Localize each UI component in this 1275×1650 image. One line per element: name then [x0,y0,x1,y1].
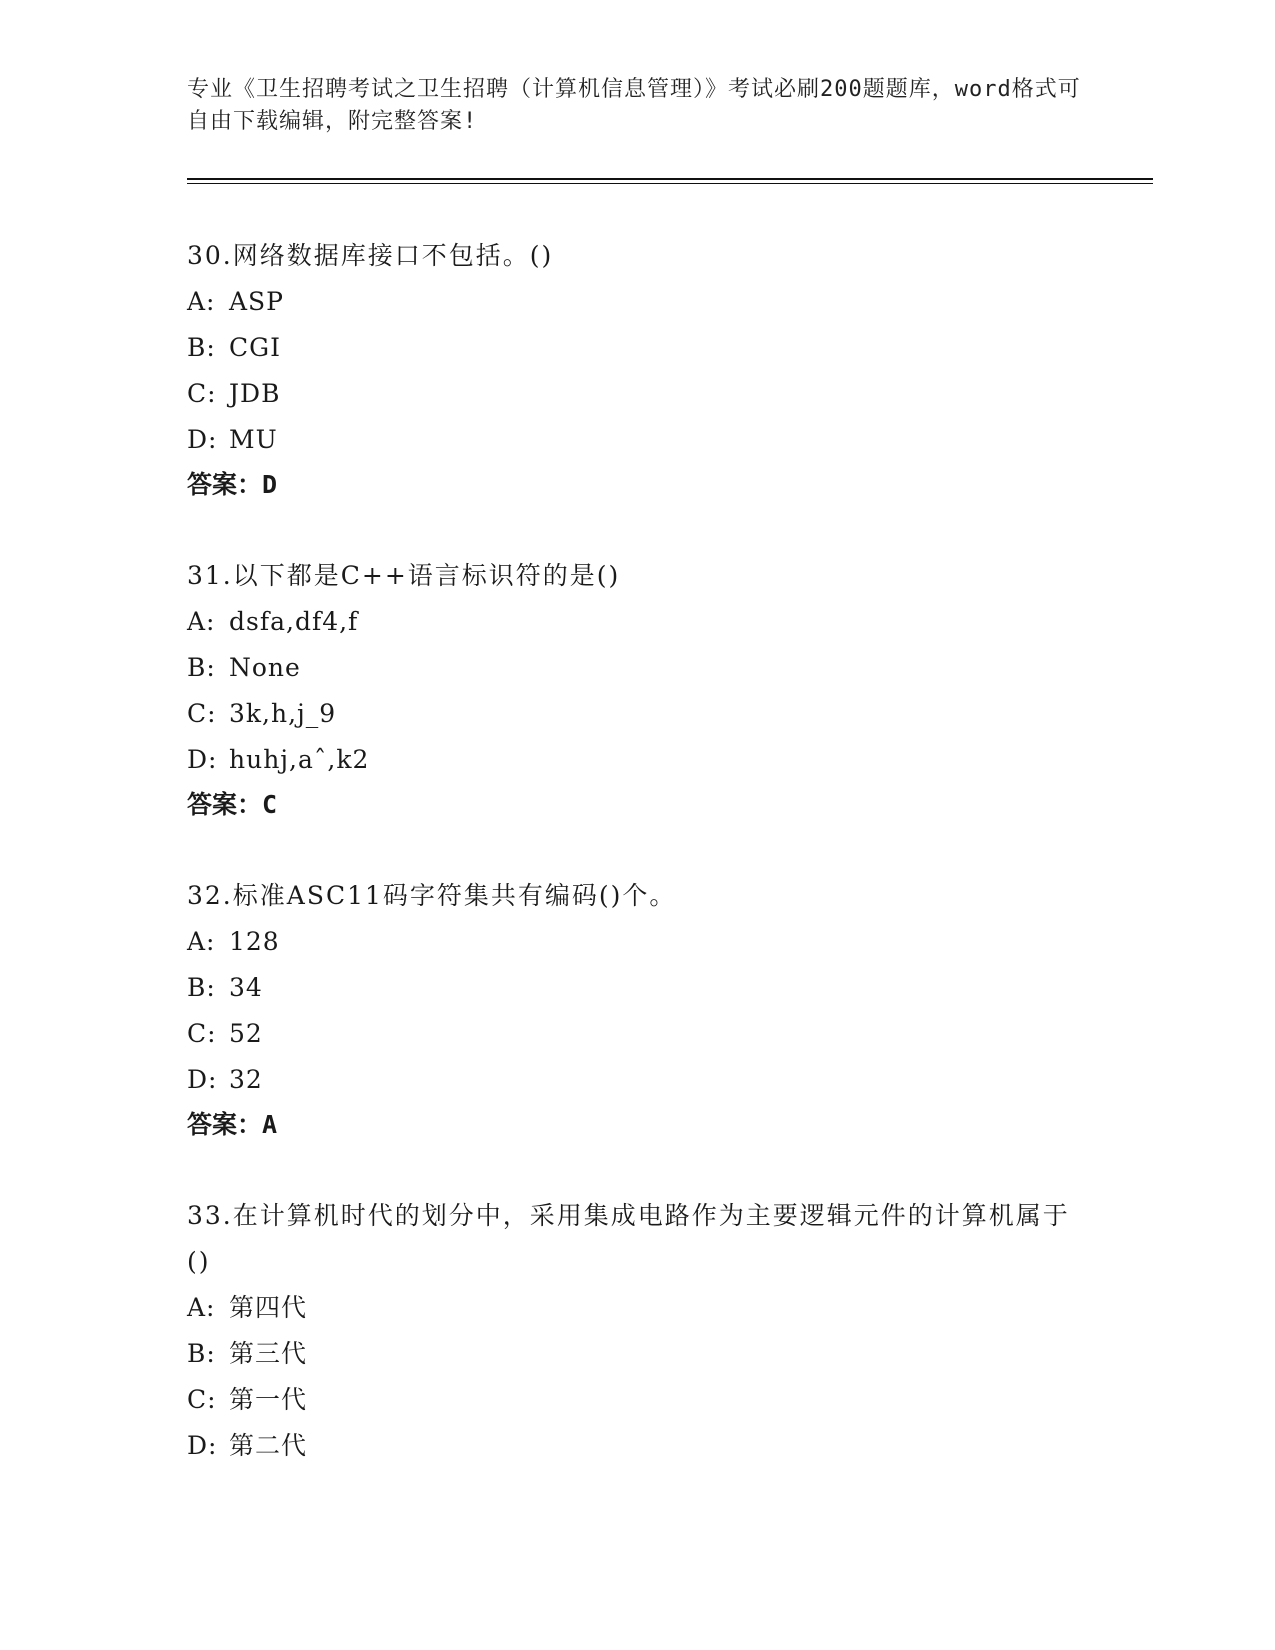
option-key: A: [187,287,216,316]
option-text: 34 [229,973,263,1002]
option-b [187,645,1087,691]
option-d [187,1423,1087,1469]
question-31 [187,553,1087,827]
option-a [187,279,1087,325]
option-text: 128 [229,927,280,956]
option-a [187,919,1087,965]
option-c [187,691,1087,737]
answer-line: 答案：D [187,470,278,499]
option-d [187,737,1087,783]
option-text: dsfa,df4,f [229,607,359,636]
option-key: B: [187,653,216,682]
option-a [187,599,1087,645]
option-key: D: [187,1431,218,1460]
option-key: B: [187,333,216,362]
option-key: A: [187,1293,216,1322]
option-key: A: [187,607,216,636]
option-d [187,1057,1087,1103]
answer-line: 答案：C [187,790,278,819]
option-key: D: [187,425,218,454]
option-key: C: [187,699,217,728]
option-key: D: [187,745,218,774]
option-text: 第三代 [229,1339,308,1368]
option-text: None [229,653,301,682]
header-divider-thick [187,178,1153,180]
option-d [187,417,1087,463]
option-text: 第四代 [229,1293,308,1322]
option-b [187,1331,1087,1377]
option-text: CGI [229,333,281,362]
option-a [187,1285,1087,1331]
document-header: 专业《卫生招聘考试之卫生招聘（计算机信息管理）》考试必刷200题题库，word格式可自由下载编辑，附完整答案! [187,77,1081,134]
option-text: 第二代 [229,1431,308,1460]
question-stem: 32.标准ASC11码字符集共有编码()个。 [187,881,677,910]
option-b [187,965,1087,1011]
option-text: huhj,aˆ,k2 [229,745,370,774]
option-text: 52 [229,1019,263,1048]
option-c [187,1011,1087,1057]
option-key: B: [187,1339,216,1368]
option-key: C: [187,1019,217,1048]
option-text: ASP [229,287,285,316]
option-text: MU [229,425,278,454]
option-c [187,1377,1087,1423]
question-stem: 31.以下都是C++语言标识符的是() [187,561,621,590]
question-33 [187,1193,1087,1469]
option-key: A: [187,927,216,956]
option-key: D: [187,1065,218,1094]
option-text: 第一代 [229,1385,308,1414]
question-32 [187,873,1087,1147]
answer-line: 答案：A [187,1110,278,1139]
header-divider-thin [187,183,1153,184]
option-key: B: [187,973,216,1002]
option-b [187,325,1087,371]
option-c [187,371,1087,417]
option-key: C: [187,379,217,408]
question-stem: 30.网络数据库接口不包括。() [187,241,554,270]
option-text: 32 [229,1065,263,1094]
option-text: 3k,h,j_9 [229,699,337,728]
question-30 [187,233,1087,507]
option-text: JDB [229,379,281,408]
question-stem: 33.在计算机时代的划分中，采用集成电路作为主要逻辑元件的计算机属于() [187,1201,1070,1276]
option-key: C: [187,1385,217,1414]
